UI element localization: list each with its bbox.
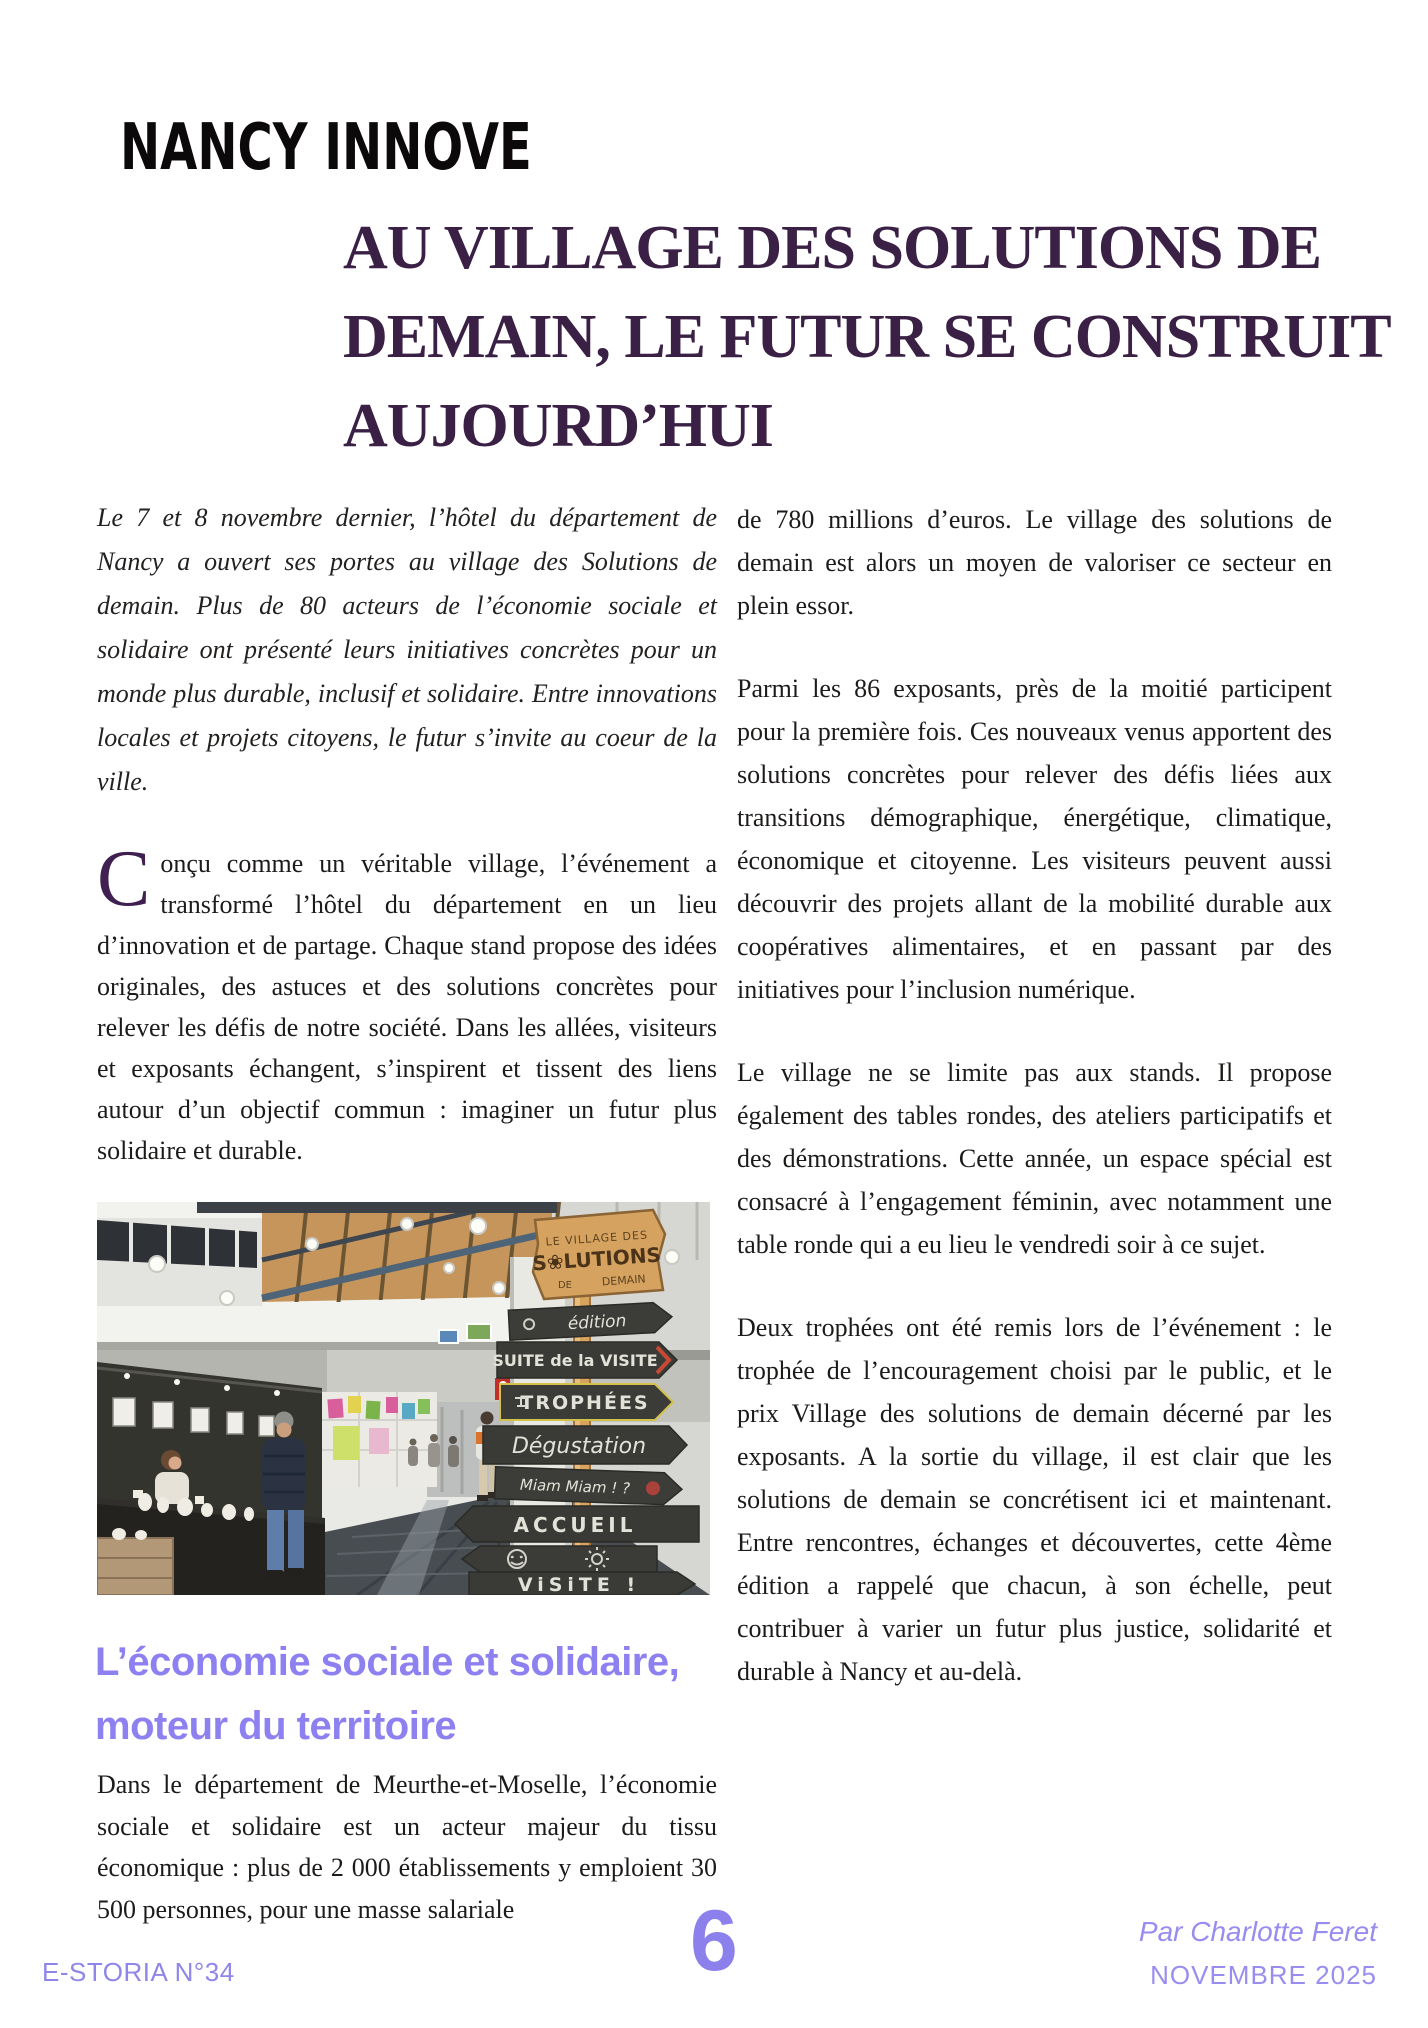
subtitle-line-2: DEMAIN, LE FUTUR SE CONSTRUIT: [343, 303, 1391, 371]
sign-de-label: DE: [557, 1280, 573, 1291]
section-heading-line-2: moteur du territoire: [95, 1704, 457, 1748]
right-paragraph-1: de 780 millions d’euros. Le village des solutions de demain est alors un moyen de valoriser ce secteur en plein essor.: [737, 505, 1332, 620]
section-heading-line-1: L’économie sociale et solidaire,: [95, 1640, 680, 1684]
event-photo: [97, 1202, 710, 1595]
body-paragraph-1: [97, 835, 717, 1171]
arrow-suite-label: SUITE de la VISITE: [492, 1351, 658, 1370]
arrow-degustation-label: Dégustation: [511, 1434, 647, 1459]
footer-author: Par Charlotte Feret: [1138, 1916, 1377, 1947]
right-paragraph-4: Deux trophées ont été remis lors de l’événement : le trophée de l’encouragement choisi par le public, et le prix Village des solutions de demain décerné par les exposants. A la sortie du village, il est clair que les solutions de demain se concrétisent ici et maintenant. Entre rencontres, échanges et découvertes, cette 4ème édition a rappelé que chacun, à son échelle, peut contribuer à varier un futur plus justice, solidarité et durable à Nancy et au-delà.: [737, 1313, 1332, 1686]
arrow-edition-label: édition: [567, 1311, 627, 1335]
article-title: NANCY INNOVE: [120, 111, 532, 185]
body-paragraph-1-text: onçu comme un véritable village, l’événement a transformé l’hôtel du département en un lieu d’innovation et de partage. Chaque stand propose des idées originales, des astuces et des solutions concrètes pour relever les défis de notre société. Dans les allées, visiteurs et exposants échangent, s’inspirent et tissent des liens autour d’un objectif commun : imaginer un futur plus solidaire et durable.: [97, 849, 717, 1165]
sign-solutions-label: S❀LUTIONS: [531, 1242, 662, 1276]
arrow-miam-label: Miam Miam ! ?: [519, 1475, 631, 1498]
right-paragraph-3: Le village ne se limite pas aux stands. Il propose également des tables rondes, des ateliers participatifs et des démonstrations. Cette année, un espace spécial est consacré à l’engagement féminin, avec notamment une table ronde qui a eu lieu le vendredi soir à ce sujet.: [737, 1058, 1332, 1259]
drop-cap: C: [97, 835, 151, 923]
arrow-accueil-label: ACCUEIL: [513, 1513, 637, 1537]
footer-magazine-issue: E-STORIA N°34: [42, 1957, 235, 1987]
sign-village-label: LE VILLAGE DES: [545, 1228, 649, 1249]
right-column: [737, 498, 1332, 1733]
section-heading: [95, 1630, 735, 1758]
subtitle-line-3: AUJOURD’HUI: [343, 392, 773, 460]
footer-date: NOVEMBRE 2025: [1150, 1960, 1377, 1990]
subtitle-line-1: AU VILLAGE DES SOLUTIONS DE: [343, 214, 1321, 282]
page-number: 6: [690, 1893, 738, 1989]
article-subtitle: [343, 204, 1391, 471]
right-paragraph-2: Parmi les 86 exposants, près de la moitié participent pour la première fois. Ces nouveaux venus apportent des solutions concrètes pour relever des défis liées aux transitions démographique, énergétique, climatique, économique et citoyenne. Les visiteurs peuvent aussi découvrir des projets allant de la mobilité durable aux coopératives alimentaires, et en passant par des initiatives pour l’inclusion numérique.: [737, 674, 1332, 1004]
intro-paragraph: Le 7 et 8 novembre dernier, l’hôtel du département de Nancy a ouvert ses portes au village des Solutions de demain. Plus de 80 acteurs de l’économie sociale et solidaire ont présenté leurs initiatives concrètes pour un monde plus durable, inclusif et solidaire. Entre innovations locales et projets citoyens, le futur s’invite au coeur de la ville.: [97, 503, 717, 796]
arrow-visite-label: ViSiTE !: [517, 1574, 641, 1595]
arrow-trophees-label: TROPHÉES: [520, 1392, 650, 1414]
event-photo-illustration: [97, 1202, 710, 1595]
sign-demain-label: DEMAIN: [601, 1272, 647, 1289]
body-paragraph-2: Dans le département de Meurthe-et-Moselle, l’économie sociale et solidaire est un acteur majeur du tissu économique : plus de 2 000 établissements y emploient 30 500 personnes, pour une masse salariale: [97, 1770, 717, 1924]
